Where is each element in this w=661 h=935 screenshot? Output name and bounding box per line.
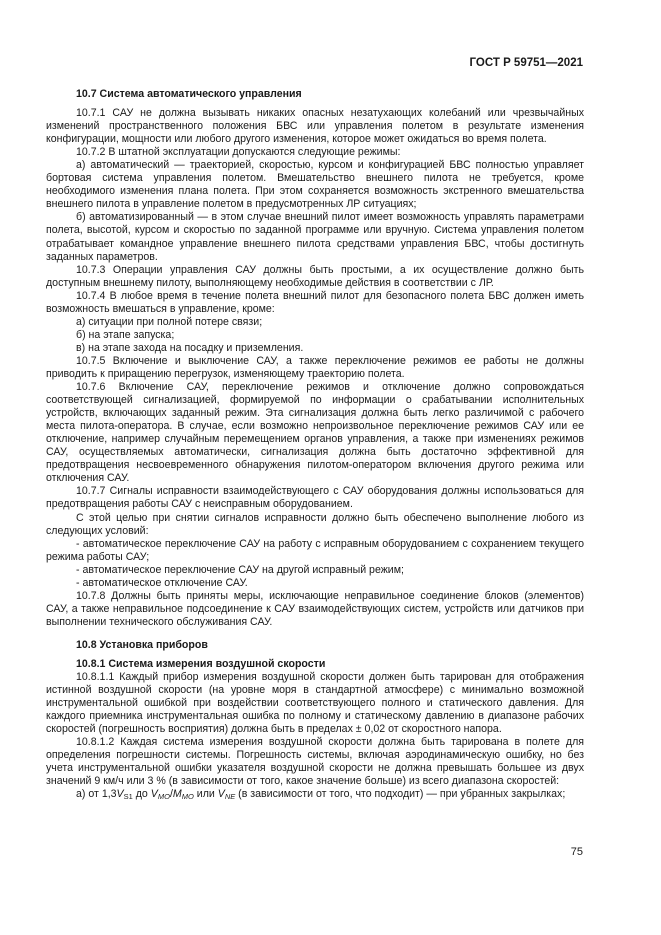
- paragraph: 10.8.1.1 Каждый прибор измерения воздушной скорости должен быть тарирован для отображения истинной воздушной скорости (на уровне моря в стандартной атмосфере) с минимально возможной инструментальной ошибкой при воздействии соответствующего полного и статического давления. Для каждого приемника инструментальная ошибка по полному и статическому давлению в диапазоне рабочих скоростей (погрешность восприятия) должна быть в пределах ± 0,02 от скоростного напора.: [46, 671, 584, 736]
- section-heading: 10.7 Система автоматического управления: [76, 88, 302, 100]
- document-header: ГОСТ Р 59751—2021: [469, 57, 583, 69]
- list-item: в) на этапе захода на посадку и приземления.: [76, 341, 304, 354]
- paragraph: 10.7.4 В любое время в течение полета внешний пилот для безопасного полета БВС должен иметь возможность вмешаться в управление, кроме:: [46, 289, 584, 315]
- subsection-heading: 10.8.1 Система измерения воздушной скорости: [76, 657, 326, 670]
- list-item: а) от $1,3V_{S1}$ до $V_{MO}/M_{MO}$ или $V_{NE}$ (в зависимости от того, что подходит) — при убранных закрылках;: [76, 788, 566, 802]
- paragraph: 10.7.7 Сигналы исправности взаимодействующего с САУ оборудования должны использоваться для предотвращения работы САУ с неисправным оборудованием.: [46, 485, 584, 511]
- list-item: б) автоматизированный — в этом случае внешний пилот имеет возможность управлять параметрами полета, высотой, курсом и скоростью по заданной программе или вручную. Система управления полетом отрабатывает командное управление внешнего пилота средствами управления БВС, чтобы достигнуть заданных параметров.: [46, 211, 584, 263]
- list-item: а) ситуации при полной потере связи;: [76, 315, 263, 328]
- paragraph: 10.7.1 САУ не должна вызывать никаких опасных незатухающих колебаний или чрезвычайных изменений пространственного положения БВС или управления полетом в результате изменения конфигурации, мощности или любого другого изменения, которое может ожидаться во время полета.: [46, 107, 584, 146]
- paragraph: 10.7.8 Должны быть приняты меры, исключающие неправильное соединение блоков (элементов) САУ, а также неправильное подсоединение к САУ взаимодействующих систем, устройств или датчиков при выполнении технического обслуживания САУ.: [46, 589, 584, 628]
- document-body: [46, 88, 584, 801]
- page-number: 75: [570, 846, 583, 858]
- list-item: а) автоматический — траекторией, скоростью, курсом и конфигурацией БВС полностью управляет бортовая система управления полетом. Вмешательство внешнего пилота не требуется, кроме необходимого изменения плана полета. При этом сохраняется возможность экстренного вмешательства внешнего пилота в управление полетом в предусмотренных ЛР ситуациях;: [46, 159, 584, 211]
- paragraph: 10.7.5 Включение и выключение САУ, а также переключение режимов ее работы не должны приводить к приращению перегрузок, изменяющему траекторию полета.: [46, 354, 584, 380]
- list-item: - автоматическое переключение САУ на работу с исправным оборудованием с сохранением текущего режима работы САУ;: [46, 537, 584, 563]
- paragraph: 10.7.2 В штатной эксплуатации допускаются следующие режимы:: [76, 146, 401, 159]
- list-item: - автоматическое отключение САУ.: [76, 576, 248, 589]
- list-item: - автоматическое переключение САУ на другой исправный режим;: [76, 563, 404, 576]
- section-heading: 10.8 Установка приборов: [76, 638, 208, 651]
- paragraph: 10.8.1.2 Каждая система измерения воздушной скорости должна быть тарирована в полете для определения погрешности системы. Погрешность системы, включая аэродинамическую ошибку, но без учета инструментальной ошибки указателя воздушной скорости не должна превышать большее из двух значений 9 км/ч или 3 % (в зависимости от того, какое значение больше) из всего диапазона скоростей:: [46, 736, 584, 788]
- paragraph: 10.7.3 Операции управления САУ должны быть простыми, а их осуществление должно быть доступным внешнему пилоту, выполняющему необходимые действия в соответствии с ЛР.: [46, 263, 584, 289]
- list-item: б) на этапе запуска;: [76, 328, 175, 341]
- paragraph: 10.7.6 Включение САУ, переключение режимов и отключение должно сопровождаться соответствующей сигнализацией, формируемой по информации о срабатывании исполнительных устройств, включающих заданный режим. Эта сигнализация должна быть легко различимой с рабочего места пилота-оператора. В случае, если возможно непроизвольное переключение режимов САУ или ее отключение, например случайным перемещением органов управления, а также при изменениях режимов САУ, осуществляемых автоматически, сигнализация должна быть достаточно эффективной для предотвращения несвоевременного обнаружения пилотом-оператором включения другого режима или отключения САУ.: [46, 381, 584, 485]
- paragraph: С этой целью при снятии сигналов исправности должно быть обеспечено выполнение любого из следующих условий:: [46, 511, 584, 537]
